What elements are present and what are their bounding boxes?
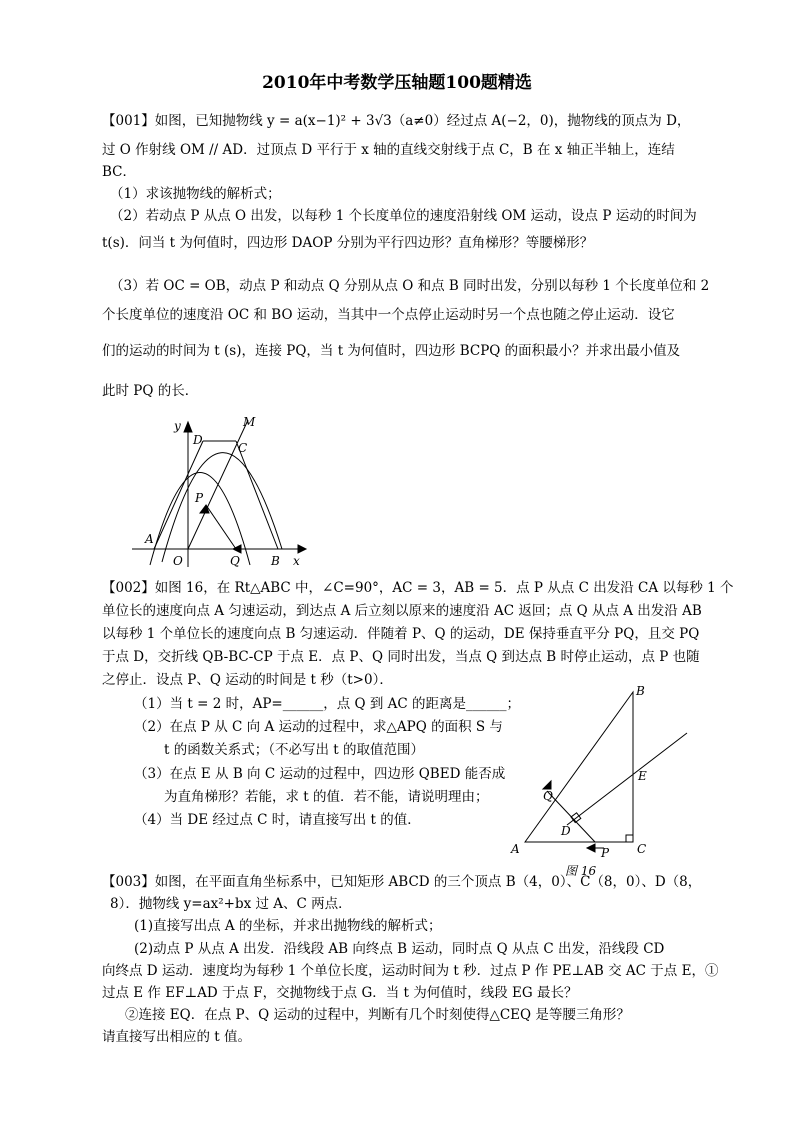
p002-line-4: 于点 D，交折线 QB-BC-CP 于点 E．点 P、Q 同时出发，当点 Q 到达点 B 时停止运动，点 P 也随	[102, 649, 700, 665]
label-q: Q	[543, 789, 553, 803]
p003-q2-line-3: 过点 E 作 EF⊥AD 于点 F，交抛物线于点 G．当 t 为何值时，线段 EG 最长？	[102, 985, 578, 1001]
p002-line-3: 以每秒 1 个单位长的速度向点 B 匀速运动．伴随着 P、Q 的运动，DE 保持垂直平分 PQ，且交 PQ	[102, 626, 700, 642]
p002-line-5: 之停止．设点 P、Q 运动的时间是 t 秒（t>0）．	[102, 672, 393, 688]
label-p: P	[601, 846, 610, 860]
p003-q2-line-5: 请直接写出相应的 t 值。	[102, 1029, 252, 1045]
label-a: A	[511, 842, 520, 856]
p001-line-1: 【001】如图，已知抛物线 y = a(x−1)² + 3√3（a≠0）经过点 A(−2，0)，抛物线的顶点为 D，	[102, 113, 691, 129]
p001-q3-line-3: 们的运动的时间为 t (s)，连接 PQ，当 t 为何值时，四边形 BCPQ 的面积最小？并求出最小值及	[102, 343, 681, 359]
p003-line-2: 8）．抛物线 y=ax²+bx 过 A、C 两点．	[110, 896, 352, 912]
label-q: Q	[230, 554, 240, 568]
arrow-q	[543, 781, 551, 789]
p002-line-2: 单位长的速度向点 A 匀速运动，到达点 A 后立刻以原来的速度沿 AC 返回；点 Q 从点 A 出发沿 AB	[102, 603, 702, 619]
p002-line-1: 【002】如图 16，在 Rt△ABC 中，∠C=90°，AC = 3，AB = 5．点 P 从点 C 出发沿 CA 以每秒 1 个	[102, 580, 734, 596]
p003-line-1: 【003】如图，在平面直角坐标系中，已知矩形 ABCD 的三个顶点 B（4，0）、C（8，0）、D（8，	[102, 874, 702, 890]
label-d: D	[193, 433, 203, 447]
label-d: D	[561, 824, 571, 838]
label-b: B	[271, 554, 280, 568]
label-p: P	[195, 491, 204, 505]
p003-q2-line-4: ②连接 EQ．在点 P、Q 运动的过程中，判断有几个时刻使得△CEQ 是等腰三角形？	[125, 1007, 630, 1023]
p001-q2-line-1: （2）若动点 P 从点 O 出发，以每秒 1 个长度单位的速度沿射线 OM 运动，设点 P 运动的时间为	[110, 208, 697, 224]
arrow-p	[587, 844, 595, 852]
p002-q1: （1）当 t = 2 时，AP=______，点 Q 到 AC 的距离是______；	[134, 696, 521, 712]
p003-q1: (1)直接写出点 A 的坐标，并求出抛物线的解析式；	[134, 918, 442, 934]
y-axis-arrow	[184, 422, 192, 432]
p001-q2-line-2: t(s)．问当 t 为何值时，四边形 DAOP 分别为平行四边形？直角梯形？等腰梯形？	[102, 235, 594, 251]
label-o: O	[173, 554, 183, 568]
x-axis-arrow	[298, 545, 306, 553]
p002-figure	[505, 685, 695, 880]
label-a: A	[145, 532, 154, 546]
line-cb	[236, 441, 278, 549]
p002-q3-line-1: （3）在点 E 从 B 向 C 运动的过程中，四边形 QBED 能否成	[134, 766, 506, 782]
p003-q2-line-2: 向终点 D 运动．速度均为每秒 1 个单位长度，运动时间为 t 秒．过点 P 作 PE⊥AB 交 AC 于点 E，①	[102, 963, 719, 979]
label-x: x	[293, 554, 300, 568]
p002-q4: （4）当 DE 经过点 C 时，请直接写出 t 的值．	[134, 812, 421, 828]
label-b: B	[636, 685, 645, 698]
label-c: C	[637, 842, 647, 856]
p001-q3-line-2: 个长度单位的速度沿 OC 和 BO 运动，当其中一个点停止运动时另一个点也随之停止运动．设它	[102, 307, 675, 323]
label-c: C	[238, 441, 248, 455]
p003-q2-line-1: (2)动点 P 从点 A 出发．沿线段 AB 向终点 B 运动，同时点 Q 从点 C 出发，沿线段 CD	[134, 941, 665, 957]
p002-q2-line-2: t 的函数关系式；（不必写出 t 的取值范围）	[164, 742, 424, 758]
label-e: E	[638, 769, 647, 783]
page-title: 2010年中考数学压轴题100题精选	[262, 73, 532, 93]
p001-figure	[120, 410, 310, 570]
right-angle-c	[626, 835, 633, 842]
figure-caption: 图 16	[565, 864, 597, 878]
p001-q3-line-1: （3）若 OC = OB，动点 P 和动点 Q 分别从点 O 和点 B 同时出发，分别以每秒 1 个长度单位和 2	[110, 278, 710, 294]
line-de	[567, 733, 687, 825]
p002-q2-line-1: （2）在点 P 从 C 向 A 运动的过程中，求△APQ 的面积 S 与	[134, 719, 503, 735]
label-m: M	[243, 415, 256, 429]
p001-q3-line-4: 此时 PQ 的长．	[102, 383, 199, 399]
parabola-2	[162, 453, 282, 562]
line-pq	[206, 505, 236, 549]
p001-line-3: BC．	[102, 164, 137, 180]
p001-q1: （1）求该抛物线的解析式；	[110, 186, 281, 202]
p001-line-2: 过 O 作射线 OM // AD．过顶点 D 平行于 x 轴的直线交射线于点 C，B 在 x 轴正半轴上，连结	[102, 142, 675, 158]
p002-q3-line-2: 为直角梯形？若能，求 t 的值．若不能，请说明理由；	[164, 789, 489, 805]
label-y: y	[174, 419, 181, 433]
